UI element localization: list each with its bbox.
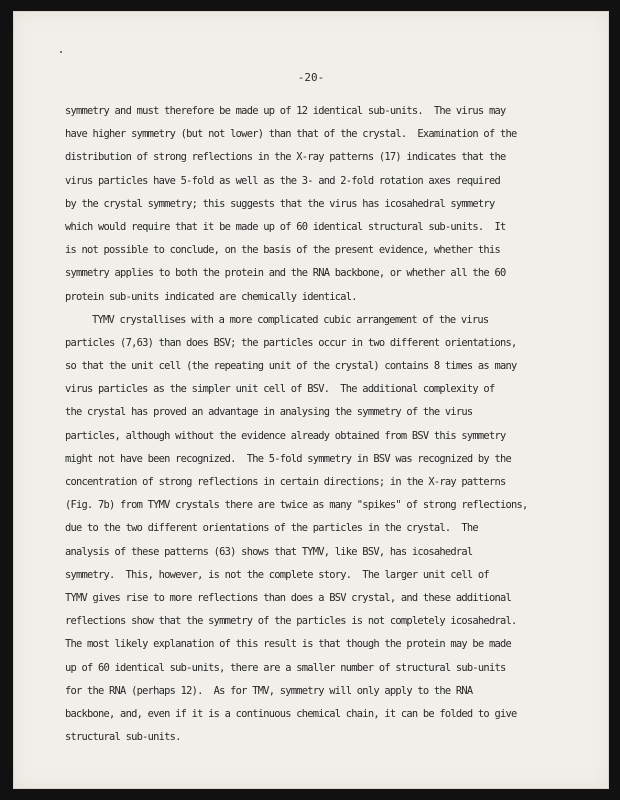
text-line: which would require that it be made up of 60 identical structural sub-units. It (65, 220, 506, 233)
text-line: symmetry applies to both the protein and the RNA backbone, or whether all the 60 (65, 267, 506, 280)
text-line: distribution of strong reflections in the X-ray patterns (17) indicates that the (65, 151, 506, 164)
text-line: backbone, and, even if it is a continuous chemical chain, it can be folded to give (65, 707, 517, 720)
text-line: have higher symmetry (but not lower) than that of the crystal. Examination of the (65, 128, 517, 141)
text-line: so that the unit cell (the repeating unit of the crystal) contains 8 times as many (65, 360, 517, 373)
paragraph (65, 309, 527, 750)
text-line: symmetry and must therefore be made up of 12 identical sub-units. The virus may (65, 105, 506, 117)
text-line-indented: TYMV crystallises with a more complicated cubic arrangement of the virus (92, 313, 489, 326)
text-line: symmetry. This, however, is not the complete story. The larger unit cell of (65, 568, 489, 581)
paper-speck (60, 51, 62, 53)
text-line: protein sub-units indicated are chemically identical. (65, 290, 357, 303)
text-line: for the RNA (perhaps 12). As for TMV, symmetry will only apply to the RNA (65, 684, 473, 697)
text-line: (Fig. 7b) from TYMV crystals there are twice as many "spikes" of strong reflections, (65, 499, 528, 512)
text-line: up of 60 identical sub-units, there are a smaller number of structural sub-units (65, 661, 506, 674)
text-line: virus particles have 5-fold as well as the 3- and 2-fold rotation axes required (65, 174, 500, 187)
text-line: analysis of these patterns (63) shows that TYMV, like BSV, has icosahedral (65, 545, 473, 558)
text-line: by the crystal symmetry; this suggests that the virus has icosahedral symmetry (65, 197, 495, 210)
paragraph (65, 100, 527, 309)
text-line: particles (7,63) than does BSV; the particles occur in two different orientations, (65, 336, 517, 349)
body-text (65, 100, 527, 749)
text-line: virus particles as the simpler unit cell of BSV. The additional complexity of (65, 383, 495, 396)
text-line: TYMV gives rise to more reflections than does a BSV crystal, and these additional (65, 591, 511, 604)
text-line: The most likely explanation of this result is that though the protein may be made (65, 638, 511, 651)
page-number: -20- (297, 71, 325, 84)
text-line: particles, although without the evidence already obtained from BSV this symmetry (65, 429, 506, 442)
document-page (13, 11, 609, 789)
text-line: structural sub-units. (65, 731, 181, 744)
text-line: concentration of strong reflections in certain directions; in the X-ray patterns (65, 476, 506, 488)
text-line: reflections show that the symmetry of the particles is not completely icosahedral. (65, 615, 517, 628)
text-line: might not have been recognized. The 5-fold symmetry in BSV was recognized by the (65, 452, 511, 465)
text-line: is not possible to conclude, on the basis of the present evidence, whether this (65, 244, 500, 257)
text-line: the crystal has proved an advantage in analysing the symmetry of the virus (65, 406, 473, 419)
text-line: due to the two different orientations of the particles in the crystal. The (65, 522, 478, 535)
